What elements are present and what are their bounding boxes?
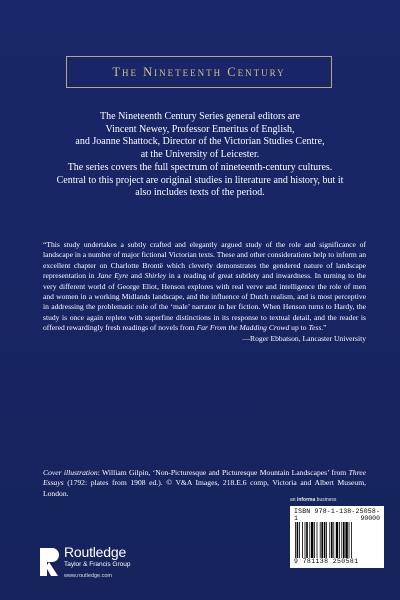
routledge-logo-icon [38,545,60,579]
series-title: The Nineteenth Century [112,64,286,79]
informa-prefix: an [290,497,297,503]
title-shirley: Shirley [144,271,167,281]
review-text: and [128,271,145,281]
editors-line: The Nineteenth Century Series general editors are [100,111,300,122]
isbn-label: ISBN 978-1-138-25058-1 [294,508,381,522]
publisher-name: Routledge [64,544,127,560]
title-three-essays: Three Essays [43,468,367,488]
review-text: up to [289,323,309,333]
review-quote [43,240,366,344]
cover-credit-text: : William Gilpin, ‘Non-Picturesque and Picturesque Mountain Landscapes’ from [97,468,349,477]
editors-paragraph [56,111,344,161]
series-title-box [66,56,332,88]
title-far-from-madding-crowd: Far From the Madding Crowd [196,323,290,333]
publisher-url: www.routledge.com [64,573,112,579]
scope-line: Central to this project are original studies in literature and history, but it [56,174,344,186]
scope-line: also includes texts of the period. [135,187,265,198]
review-text: in a reading of great subtlety and inwardness. In turning to the very different world of George Eliot, Henson explores with real verve and intelligence the role of men and women in a working Midlands landscape, and the influence of Dutch realism, and is most perceptive in addressing the problematic role of the ‘male’ narrator in her fiction. When Henson turns to Hardy, the study is once again replete with superfine distinctions in its response to textual detail, and the reader is offered rewardingly fresh readings of novels from [43,271,366,333]
title-tess: Tess [308,323,322,333]
informa-suffix: business [315,497,337,503]
review-attribution: —Roger Ebbatson, Lancaster University [242,333,366,343]
informa-tagline [290,497,336,503]
scope-line: The series covers the full spectrum of nineteenth-century cultures. [67,162,333,173]
cover-credit-label: Cover illustration [43,468,98,477]
isbn-barcode [290,506,384,568]
review-text: .” [321,323,327,333]
isbn-number: 9 781138 250581 [294,558,359,565]
informa-brand: informa [296,497,316,503]
barcode-bars [294,522,380,558]
editors-line: at the University of Leicester. [140,148,260,160]
editors-line: and Joanne Shattock, Director of the Victorian Studies Centre, [75,136,325,147]
cover-credit-text: (1792: plates from 1908 ed.). © V&A Images, 218.E.6 comp, Victoria and Albert Museum, London. [43,478,366,498]
editors-line: Vincent Newey, Professor Emeritus of English, [105,123,295,135]
review-text: “This study undertakes a subtly crafted and elegantly argued study of the role and significance of landscape in a number of major fictional Victorian texts. These and other considerations help to inform an excellent chapter on Charlotte Brontë which cleverly demonstrates the gendered nature of landscape representation in [43,240,366,281]
scope-paragraph [40,162,360,200]
price-code: 90000 [360,515,380,522]
publisher-group: Taylor & Francis Group [64,561,131,568]
title-jane-eyre: Jane Eyre [97,271,129,281]
cover-credit [43,468,366,499]
